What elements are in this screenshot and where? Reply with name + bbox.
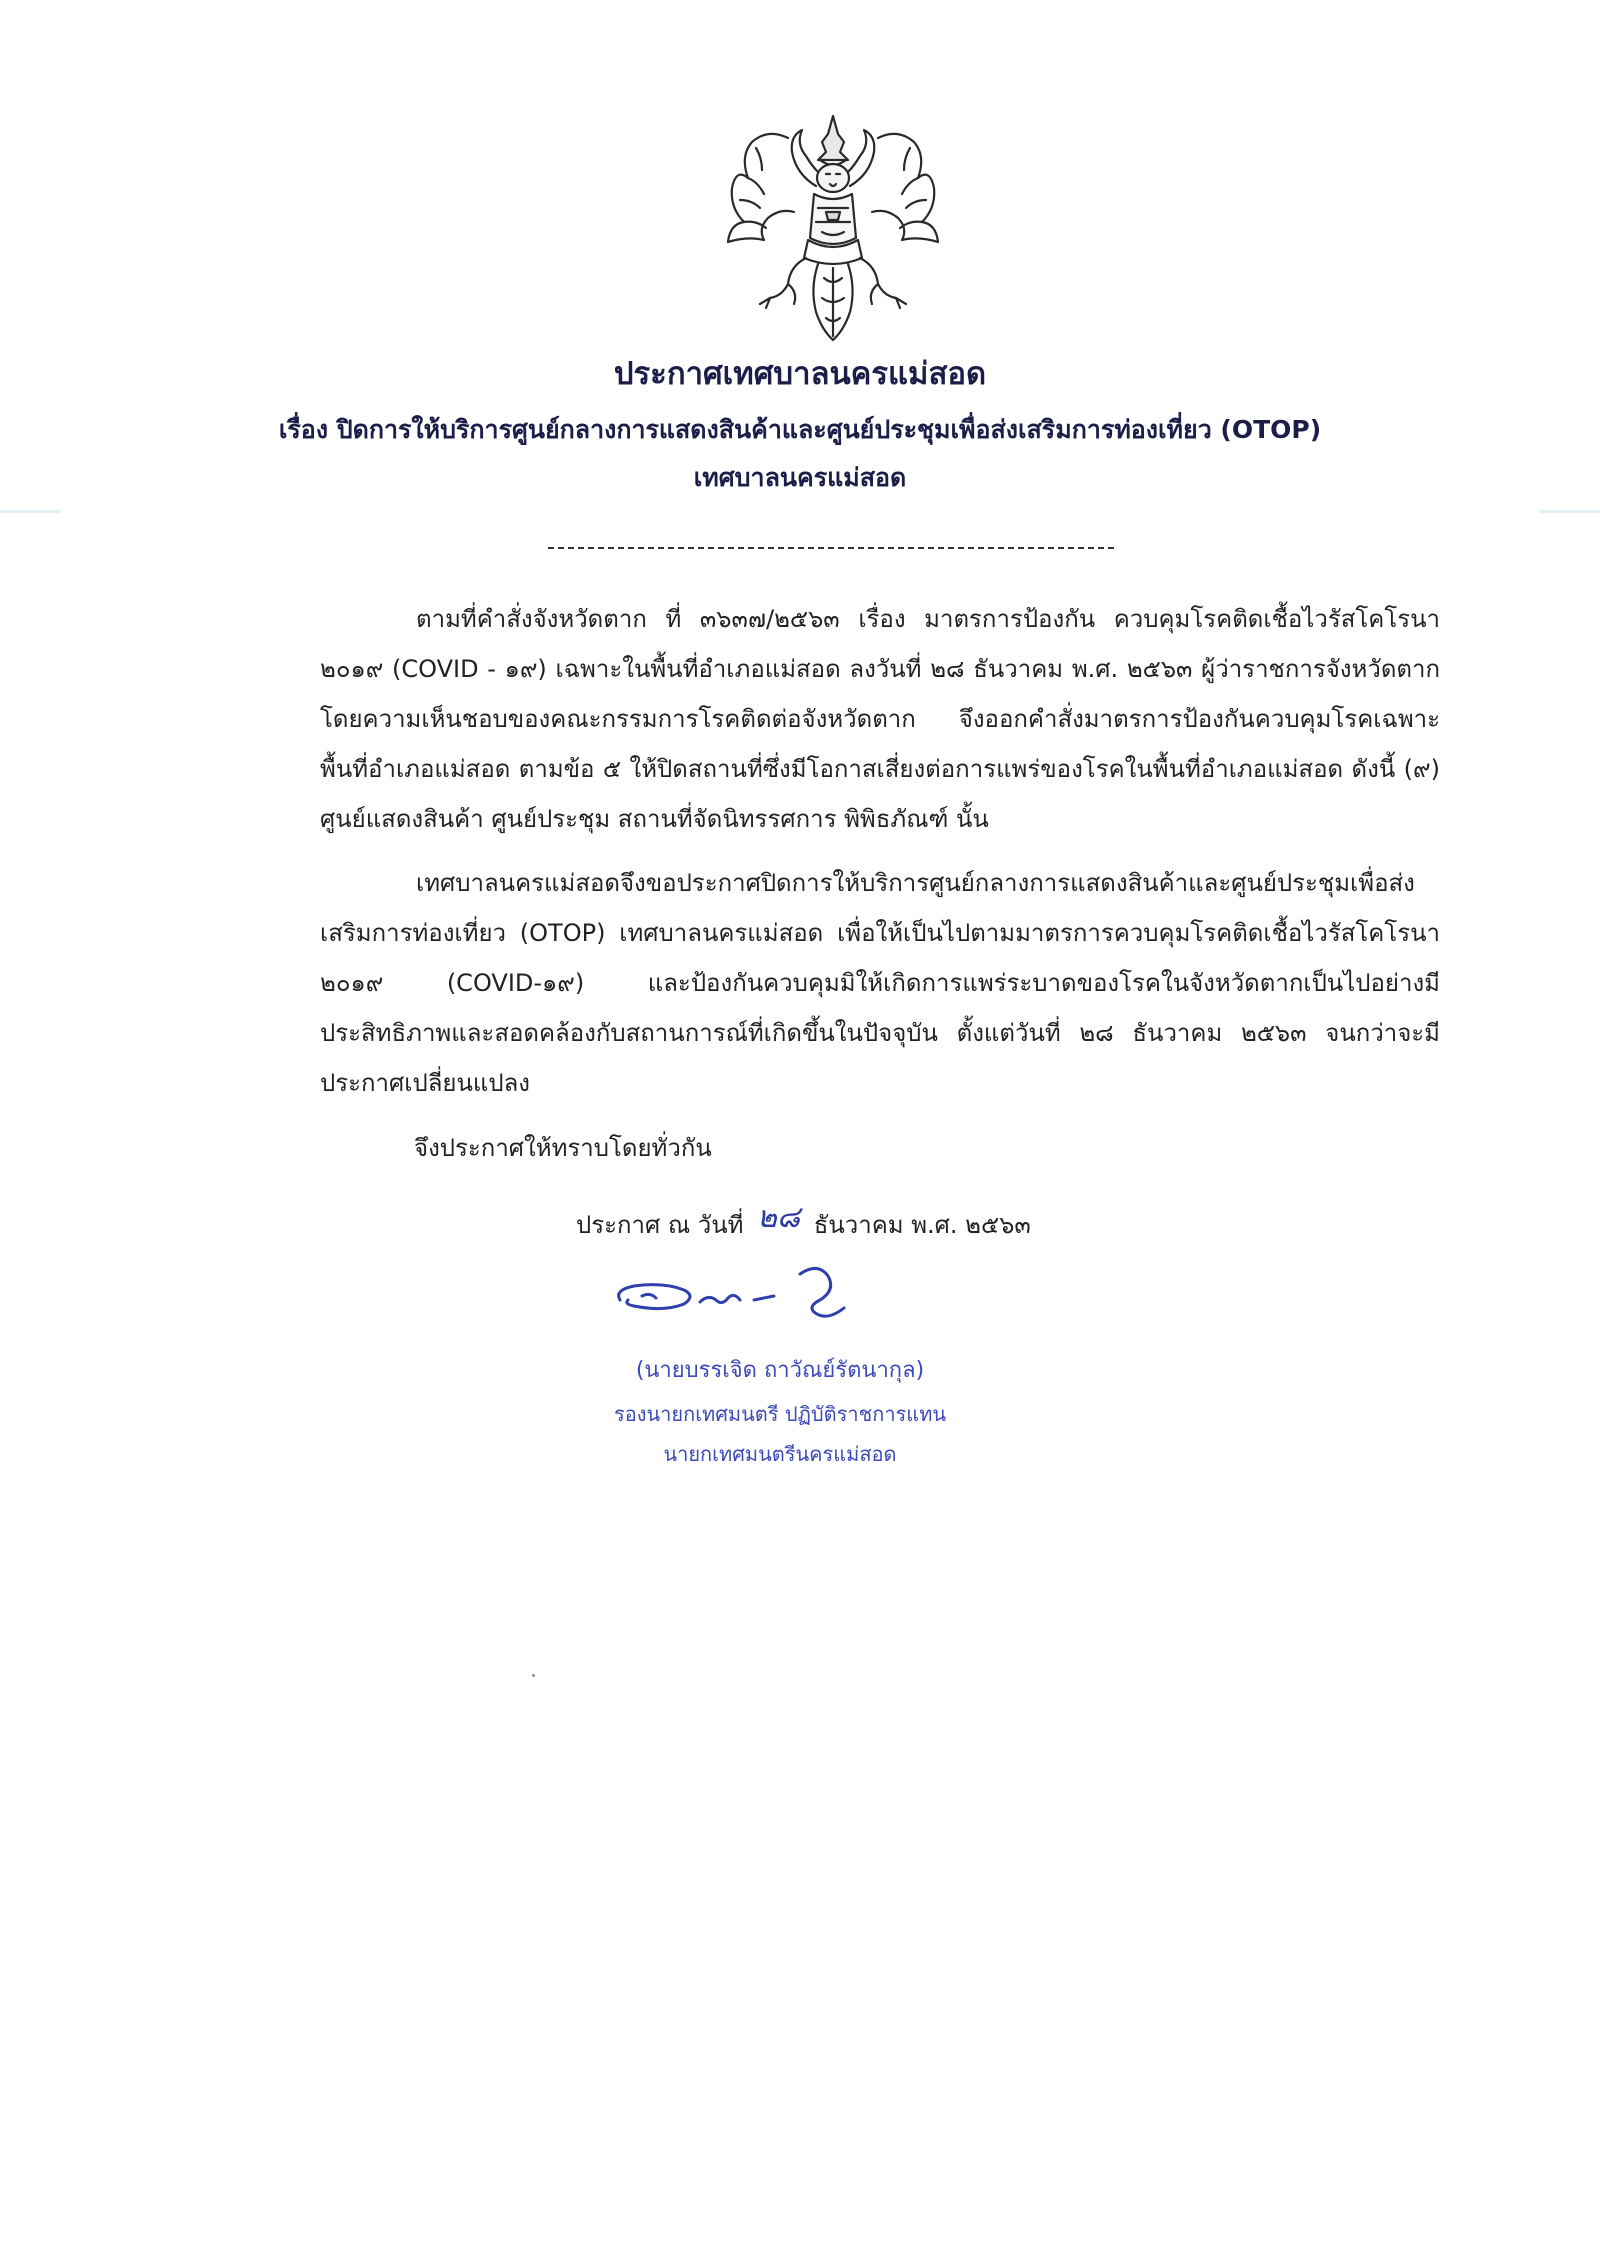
date-day-handwritten: ๒๘ [757, 1200, 801, 1235]
date-suffix: ธันวาคม พ.ศ. ๒๕๖๓ [813, 1211, 1031, 1239]
garuda-emblem-icon [718, 108, 948, 348]
paragraph-2-text: เทศบาลนครแม่สอดจึงขอประกาศปิดการให้บริการศูนย์กลางการแสดงสินค้าและศูนย์ประชุมเพื่อส่งเสริมการท่องเที่ยว (OTOP) เทศบาลนครแม่สอด เพื่อให้เป็นไปตามมาตรการควบคุมโรคติดเชื้อไวรัสโคโรนา ๒๐๑๙ (COVID-๑๙) และป้องกันควบคุมมิให้เกิดการแพร่ระบาดของโรคในจังหวัดตากเป็นไปอย่างมีประสิทธิภาพและสอดคล้องกับสถานการณ์ที่เกิดขึ้นในปัจจุบัน ตั้งแต่วันที่ ๒๘ ธันวาคม ๒๕๖๓ จนกว่าจะมีประกาศเปลี่ยนแปลง [320, 869, 1440, 1097]
signatory-position-line2: นายกเทศมนตรีนครแม่สอด [663, 1442, 897, 1466]
signatory-position: รองนายกเทศมนตรี ปฏิบัติราชการแทน [613, 1402, 947, 1426]
date-prefix: ประกาศ ณ วันที่ [576, 1211, 744, 1239]
document-title: ประกาศเทศบาลนครแม่สอด [613, 356, 987, 392]
paragraph-1-text: ตามที่คำสั่งจังหวัดตาก ที่ ๓๖๓๗/๒๕๖๓ เรื่อง มาตรการป้องกัน ควบคุมโรคติดเชื้อไวรัสโคโรนา ๒๐๑๙ (COVID - ๑๙) เฉพาะในพื้นที่อำเภอแม่สอด ลงวันที่ ๒๘ ธันวาคม พ.ศ. ๒๕๖๓ ผู้ว่าราชการจังหวัดตากโดยความเห็นชอบของคณะกรรมการโรคติดต่อจังหวัดตาก จึงออกคำสั่งมาตรการป้องกันควบคุมโรคเฉพาะพื้นที่อำเภอแม่สอด ตามข้อ ๕ ให้ปิดสถานที่ซึ่งมีโอกาสเสี่ยงต่อการแพร่ของโรคในพื้นที่อำเภอแม่สอด ดังนี้ (๙) ศูนย์แสดงสินค้า ศูนย์ประชุม สถานที่จัดนิทรรศการ พิพิธภัณฑ์ นั้น [320, 605, 1440, 833]
signatory-name: (นายบรรเจิด ถาวัณย์รัตนากุล) [635, 1358, 925, 1383]
document-subject: เรื่อง ปิดการให้บริการศูนย์กลางการแสดงสินค้าและศูนย์ประชุมเพื่อส่งเสริมการท่องเที่ยว (OTOP) [278, 415, 1322, 444]
separator-line [548, 547, 1114, 549]
scan-edge-mark [1540, 510, 1600, 513]
body-paragraph-1 [320, 594, 1440, 844]
scan-speck [532, 1674, 535, 1677]
announcement-date [576, 1200, 1031, 1247]
body-paragraph-2 [320, 858, 1440, 1108]
closing-statement: จึงประกาศให้ทราบโดยทั่วกัน [414, 1134, 712, 1162]
handwritten-signature-icon [604, 1256, 924, 1336]
scan-edge-mark [0, 510, 60, 513]
document-subject-line2: เทศบาลนครแม่สอด [693, 463, 907, 492]
